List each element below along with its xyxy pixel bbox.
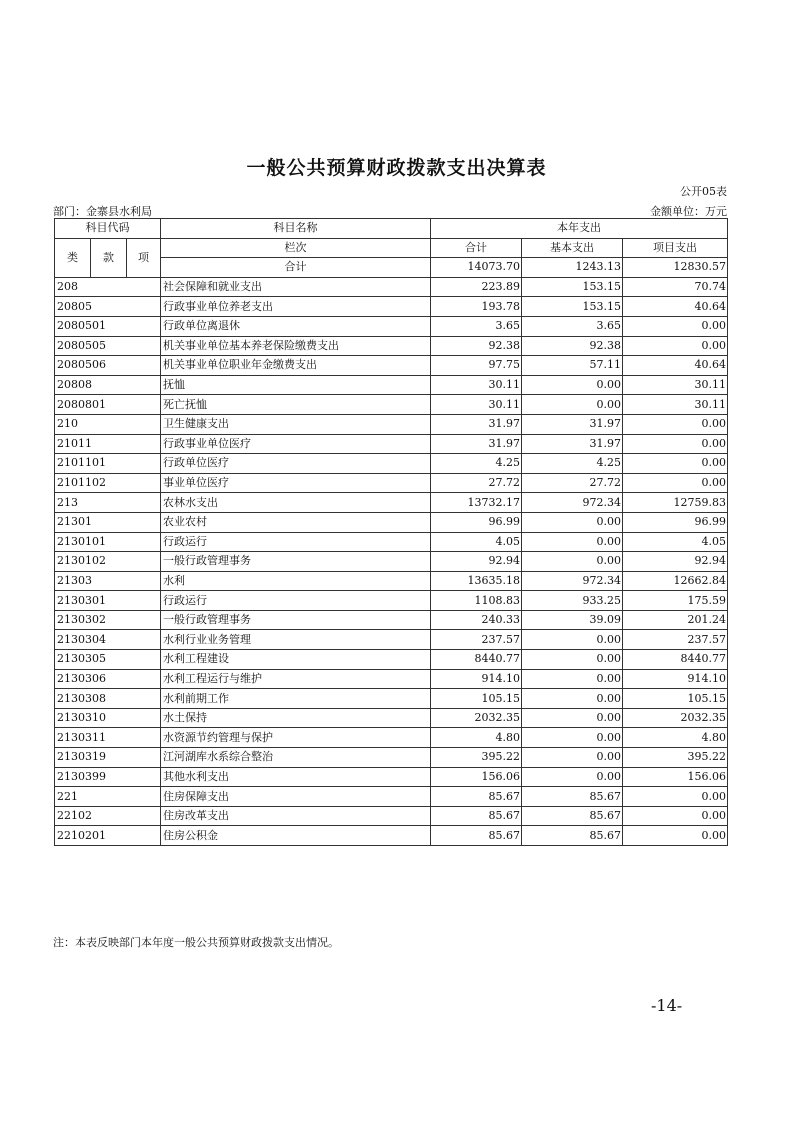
row-basic: 85.67: [522, 806, 623, 826]
row-total: 8440.77: [431, 650, 522, 670]
row-name: 水利行业业务管理: [161, 630, 431, 650]
header-total: 合计: [431, 238, 522, 258]
header-name: 科目名称: [161, 219, 431, 239]
table-row: [55, 277, 728, 297]
row-name: 水资源节约管理与保护: [161, 728, 431, 748]
row-basic: 972.34: [522, 493, 623, 513]
row-project: 0.00: [623, 806, 728, 826]
table-row: [55, 689, 728, 709]
row-project: 156.06: [623, 767, 728, 787]
table-row: [55, 708, 728, 728]
row-name: 社会保障和就业支出: [161, 277, 431, 297]
row-total: 97.75: [431, 356, 522, 376]
row-code: 2130304: [55, 630, 161, 650]
row-basic: 27.72: [522, 473, 623, 493]
table-row: [55, 297, 728, 317]
row-project: 0.00: [623, 414, 728, 434]
row-code: 210: [55, 414, 161, 434]
row-name: 水利工程运行与维护: [161, 669, 431, 689]
table-row: [55, 336, 728, 356]
row-name: 行政运行: [161, 591, 431, 611]
table-row: [55, 571, 728, 591]
row-total: 13732.17: [431, 493, 522, 513]
table-row: [55, 591, 728, 611]
row-project: 4.05: [623, 532, 728, 552]
row-basic: 153.15: [522, 277, 623, 297]
row-name: 行政单位离退休: [161, 316, 431, 336]
header-xiang: 项: [127, 238, 161, 277]
row-name: 行政事业单位养老支出: [161, 297, 431, 317]
table-row: [55, 650, 728, 670]
row-code: 2210201: [55, 826, 161, 846]
table-row: [55, 395, 728, 415]
row-name: 行政事业单位医疗: [161, 434, 431, 454]
row-total: 30.11: [431, 395, 522, 415]
row-basic: 0.00: [522, 532, 623, 552]
row-name: 其他水利支出: [161, 767, 431, 787]
table-row: [55, 748, 728, 768]
row-project: 0.00: [623, 336, 728, 356]
row-code: 2130302: [55, 610, 161, 630]
table-row: [55, 316, 728, 336]
row-total: 4.80: [431, 728, 522, 748]
row-code: 221: [55, 787, 161, 807]
row-total: 13635.18: [431, 571, 522, 591]
page-number: -14-: [651, 996, 683, 1015]
row-basic: 0.00: [522, 689, 623, 709]
table-row: [55, 728, 728, 748]
row-code: 2130102: [55, 552, 161, 572]
table-row: [55, 473, 728, 493]
row-project: 0.00: [623, 473, 728, 493]
row-project: 4.80: [623, 728, 728, 748]
row-project: 8440.77: [623, 650, 728, 670]
table-row: [55, 375, 728, 395]
row-name: 水利: [161, 571, 431, 591]
row-basic: 85.67: [522, 787, 623, 807]
row-name: 一般行政管理事务: [161, 610, 431, 630]
table-row: [55, 512, 728, 532]
row-name: 死亡抚恤: [161, 395, 431, 415]
row-basic: 31.97: [522, 414, 623, 434]
row-total: 85.67: [431, 826, 522, 846]
row-total: 92.94: [431, 552, 522, 572]
row-total: 914.10: [431, 669, 522, 689]
row-name: 机关事业单位职业年金缴费支出: [161, 356, 431, 376]
row-code: 2130301: [55, 591, 161, 611]
row-code: 22102: [55, 806, 161, 826]
page-title: 一般公共预算财政拨款支出决算表: [246, 157, 547, 179]
row-total: 156.06: [431, 767, 522, 787]
row-basic: 0.00: [522, 512, 623, 532]
row-project: 0.00: [623, 787, 728, 807]
header-kuan: 款: [91, 238, 127, 277]
row-code: 2101102: [55, 473, 161, 493]
row-total: 2032.35: [431, 708, 522, 728]
row-project: 395.22: [623, 748, 728, 768]
row-basic: 0.00: [522, 748, 623, 768]
table-row: [55, 434, 728, 454]
row-name: 水利前期工作: [161, 689, 431, 709]
table-row: [55, 552, 728, 572]
row-code: 213: [55, 493, 161, 513]
expenditure-table: [54, 218, 728, 846]
row-basic: 153.15: [522, 297, 623, 317]
unit-label: 金额单位：万元: [650, 205, 727, 218]
row-code: 2101101: [55, 454, 161, 474]
row-code: 2080501: [55, 316, 161, 336]
row-basic: 0.00: [522, 728, 623, 748]
row-total: 4.25: [431, 454, 522, 474]
row-project: 0.00: [623, 434, 728, 454]
row-project: 175.59: [623, 591, 728, 611]
row-name: 住房保障支出: [161, 787, 431, 807]
row-code: 2130308: [55, 689, 161, 709]
header-project: 项目支出: [623, 238, 728, 258]
table-row: [55, 454, 728, 474]
row-project: 40.64: [623, 356, 728, 376]
row-project: 0.00: [623, 826, 728, 846]
row-name: 事业单位医疗: [161, 473, 431, 493]
row-basic: 0.00: [522, 767, 623, 787]
row-code: 208: [55, 277, 161, 297]
row-total: 85.67: [431, 806, 522, 826]
row-basic: 31.97: [522, 434, 623, 454]
row-basic: 57.11: [522, 356, 623, 376]
total-amount: 14073.70: [431, 258, 522, 278]
row-total: 3.65: [431, 316, 522, 336]
table-row: [55, 767, 728, 787]
row-name: 机关事业单位基本养老保险缴费支出: [161, 336, 431, 356]
row-code: 2080506: [55, 356, 161, 376]
header-column-no: 栏次: [161, 238, 431, 258]
row-project: 40.64: [623, 297, 728, 317]
row-total: 1108.83: [431, 591, 522, 611]
row-total: 92.38: [431, 336, 522, 356]
row-name: 卫生健康支出: [161, 414, 431, 434]
row-project: 30.11: [623, 395, 728, 415]
row-total: 395.22: [431, 748, 522, 768]
row-name: 行政单位医疗: [161, 454, 431, 474]
row-code: 2130399: [55, 767, 161, 787]
row-basic: 39.09: [522, 610, 623, 630]
table-row: [55, 630, 728, 650]
row-basic: 0.00: [522, 708, 623, 728]
row-basic: 0.00: [522, 395, 623, 415]
table-row: [55, 787, 728, 807]
row-total: 240.33: [431, 610, 522, 630]
row-name: 抚恤: [161, 375, 431, 395]
row-code: 21301: [55, 512, 161, 532]
table-row: [55, 826, 728, 846]
row-project: 92.94: [623, 552, 728, 572]
table-row: [55, 669, 728, 689]
row-name: 农业农村: [161, 512, 431, 532]
row-code: 21303: [55, 571, 161, 591]
row-basic: 0.00: [522, 669, 623, 689]
row-basic: 0.00: [522, 552, 623, 572]
row-project: 30.11: [623, 375, 728, 395]
table-row: [55, 806, 728, 826]
row-total: 237.57: [431, 630, 522, 650]
row-name: 农林水支出: [161, 493, 431, 513]
row-name: 一般行政管理事务: [161, 552, 431, 572]
row-basic: 0.00: [522, 630, 623, 650]
table-code: 公开05表: [680, 185, 727, 198]
row-code: 2130319: [55, 748, 161, 768]
row-name: 江河湖库水系综合整治: [161, 748, 431, 768]
row-project: 914.10: [623, 669, 728, 689]
row-total: 96.99: [431, 512, 522, 532]
row-total: 193.78: [431, 297, 522, 317]
row-total: 31.97: [431, 414, 522, 434]
row-code: 2080801: [55, 395, 161, 415]
row-code: 2080505: [55, 336, 161, 356]
total-basic: 1243.13: [522, 258, 623, 278]
total-label: 合计: [161, 258, 431, 278]
row-total: 105.15: [431, 689, 522, 709]
row-code: 20805: [55, 297, 161, 317]
row-project: 237.57: [623, 630, 728, 650]
total-project: 12830.57: [623, 258, 728, 278]
row-total: 85.67: [431, 787, 522, 807]
row-basic: 933.25: [522, 591, 623, 611]
row-code: 2130311: [55, 728, 161, 748]
row-project: 105.15: [623, 689, 728, 709]
row-code: 2130101: [55, 532, 161, 552]
row-basic: 972.34: [522, 571, 623, 591]
row-total: 4.05: [431, 532, 522, 552]
table-row: [55, 532, 728, 552]
row-basic: 3.65: [522, 316, 623, 336]
table-row: [55, 356, 728, 376]
table-row: [55, 610, 728, 630]
header-basic: 基本支出: [522, 238, 623, 258]
row-name: 水土保持: [161, 708, 431, 728]
row-total: 27.72: [431, 473, 522, 493]
row-total: 223.89: [431, 277, 522, 297]
row-project: 12662.84: [623, 571, 728, 591]
row-name: 水利工程建设: [161, 650, 431, 670]
row-total: 30.11: [431, 375, 522, 395]
row-project: 12759.83: [623, 493, 728, 513]
row-basic: 85.67: [522, 826, 623, 846]
table-row: [55, 414, 728, 434]
header-lei: 类: [55, 238, 91, 277]
row-name: 行政运行: [161, 532, 431, 552]
row-basic: 0.00: [522, 375, 623, 395]
row-project: 201.24: [623, 610, 728, 630]
footnote: 注：本表反映部门本年度一般公共预算财政拨款支出情况。: [53, 936, 339, 949]
row-name: 住房公积金: [161, 826, 431, 846]
row-basic: 0.00: [522, 650, 623, 670]
row-project: 2032.35: [623, 708, 728, 728]
row-code: 2130306: [55, 669, 161, 689]
row-code: 2130305: [55, 650, 161, 670]
table-row: [55, 493, 728, 513]
header-year-expense: 本年支出: [431, 219, 728, 239]
row-project: 0.00: [623, 316, 728, 336]
row-code: 20808: [55, 375, 161, 395]
row-name: 住房改革支出: [161, 806, 431, 826]
row-project: 96.99: [623, 512, 728, 532]
header-code: 科目代码: [55, 219, 161, 239]
row-basic: 92.38: [522, 336, 623, 356]
department-label: 部门：金寨县水利局: [53, 205, 152, 218]
row-project: 0.00: [623, 454, 728, 474]
row-code: 2130310: [55, 708, 161, 728]
row-basic: 4.25: [522, 454, 623, 474]
row-code: 21011: [55, 434, 161, 454]
row-total: 31.97: [431, 434, 522, 454]
row-project: 70.74: [623, 277, 728, 297]
